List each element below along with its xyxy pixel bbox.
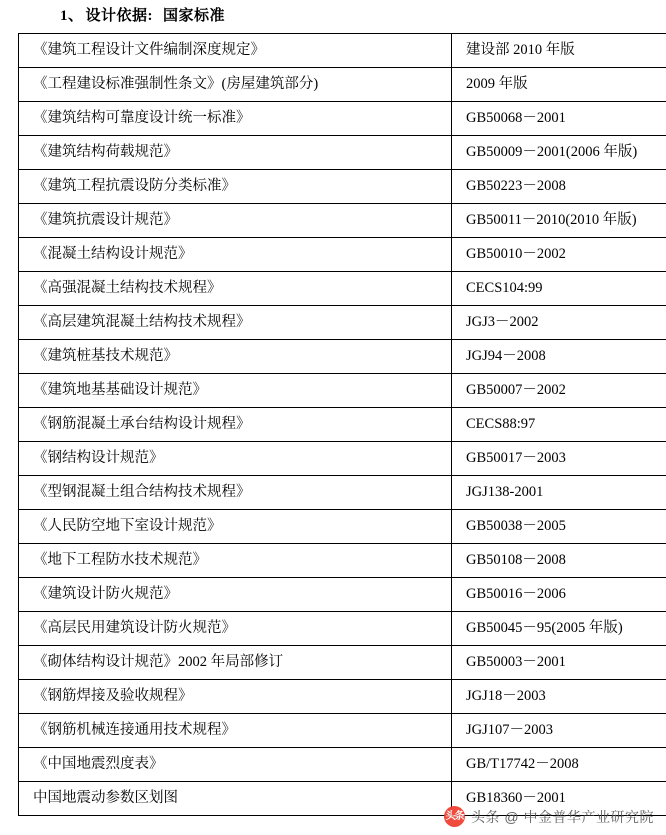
standard-code: CECS88:97 [452,408,666,442]
standard-name: 《高层民用建筑设计防火规范》 [19,612,452,646]
standard-code: JGJ138-2001 [452,476,666,510]
standard-name: 《钢筋焊接及验收规程》 [19,680,452,714]
page-title [0,0,666,33]
table-row [19,680,666,714]
table-row [19,68,666,102]
heading-value: 国家标准 [163,8,226,24]
standard-code: GB/T17742－2008 [452,748,666,782]
standard-name: 《建筑设计防火规范》 [19,578,452,612]
standard-code: GB50011－2010(2010 年版) [452,204,666,238]
standard-name: 《建筑结构可靠度设计统一标准》 [19,102,452,136]
heading-title: 设计依据: [85,8,154,24]
table-row [19,34,666,68]
standard-name: 《型钢混凝土组合结构技术规程》 [19,476,452,510]
toutiao-logo-icon: 头条 [444,806,465,827]
table-row [19,748,666,782]
standard-code: JGJ3－2002 [452,306,666,340]
standard-code: GB18360－2001 [452,782,666,816]
table-row [19,374,666,408]
table-row [19,102,666,136]
table-row [19,340,666,374]
table-row [19,170,666,204]
standard-code: 建设部 2010 年版 [452,34,666,68]
standard-name: 《钢筋机械连接通用技术规程》 [19,714,452,748]
table-row [19,408,666,442]
table-row [19,714,666,748]
standard-name: 《建筑桩基技术规范》 [19,340,452,374]
table-row [19,306,666,340]
table-row [19,578,666,612]
standard-name: 《工程建设标准强制性条文》(房屋建筑部分) [19,68,452,102]
watermark-text: 头条 @ 中金普华产业研究院 [471,808,654,825]
table-row [19,510,666,544]
standard-code: GB50010－2002 [452,238,666,272]
standard-name: 《建筑结构荷载规范》 [19,136,452,170]
standard-name: 《建筑工程抗震设防分类标准》 [19,170,452,204]
standard-name: 《建筑地基基础设计规范》 [19,374,452,408]
standard-code: GB50003－2001 [452,646,666,680]
standard-name: 《人民防空地下室设计规范》 [19,510,452,544]
standard-code: JGJ94－2008 [452,340,666,374]
standard-code: JGJ107－2003 [452,714,666,748]
standard-code: GB50108－2008 [452,544,666,578]
table-row [19,476,666,510]
standard-code: 2009 年版 [452,68,666,102]
standard-name: 《高强混凝土结构技术规程》 [19,272,452,306]
standard-code: GB50223－2008 [452,170,666,204]
standard-code: GB50007－2002 [452,374,666,408]
standard-code: GB50045－95(2005 年版) [452,612,666,646]
standards-table-body [19,34,666,816]
table-row [19,272,666,306]
standard-name: 《中国地震烈度表》 [19,748,452,782]
standard-code: JGJ18－2003 [452,680,666,714]
table-row [19,204,666,238]
standard-code: GB50068－2001 [452,102,666,136]
standard-name: 《建筑抗震设计规范》 [19,204,452,238]
table-row [19,646,666,680]
standard-code: GB50009－2001(2006 年版) [452,136,666,170]
watermark [444,806,654,827]
standard-name: 《高层建筑混凝土结构技术规程》 [19,306,452,340]
standard-code: GB50038－2005 [452,510,666,544]
standard-code: GB50016－2006 [452,578,666,612]
standard-name: 《钢筋混凝土承台结构设计规程》 [19,408,452,442]
standard-name: 中国地震动参数区划图 [19,782,452,816]
standard-name: 《地下工程防水技术规范》 [19,544,452,578]
table-row [19,442,666,476]
standard-name: 《钢结构设计规范》 [19,442,452,476]
standard-name: 《砌体结构设计规范》2002 年局部修订 [19,646,452,680]
table-row [19,544,666,578]
table-row [19,612,666,646]
heading-number: 1、 [60,8,84,24]
standard-code: GB50017－2003 [452,442,666,476]
standard-name: 《混凝土结构设计规范》 [19,238,452,272]
standards-table [18,33,666,816]
table-row [19,238,666,272]
standard-name: 《建筑工程设计文件编制深度规定》 [19,34,452,68]
standard-code: CECS104:99 [452,272,666,306]
table-row [19,136,666,170]
